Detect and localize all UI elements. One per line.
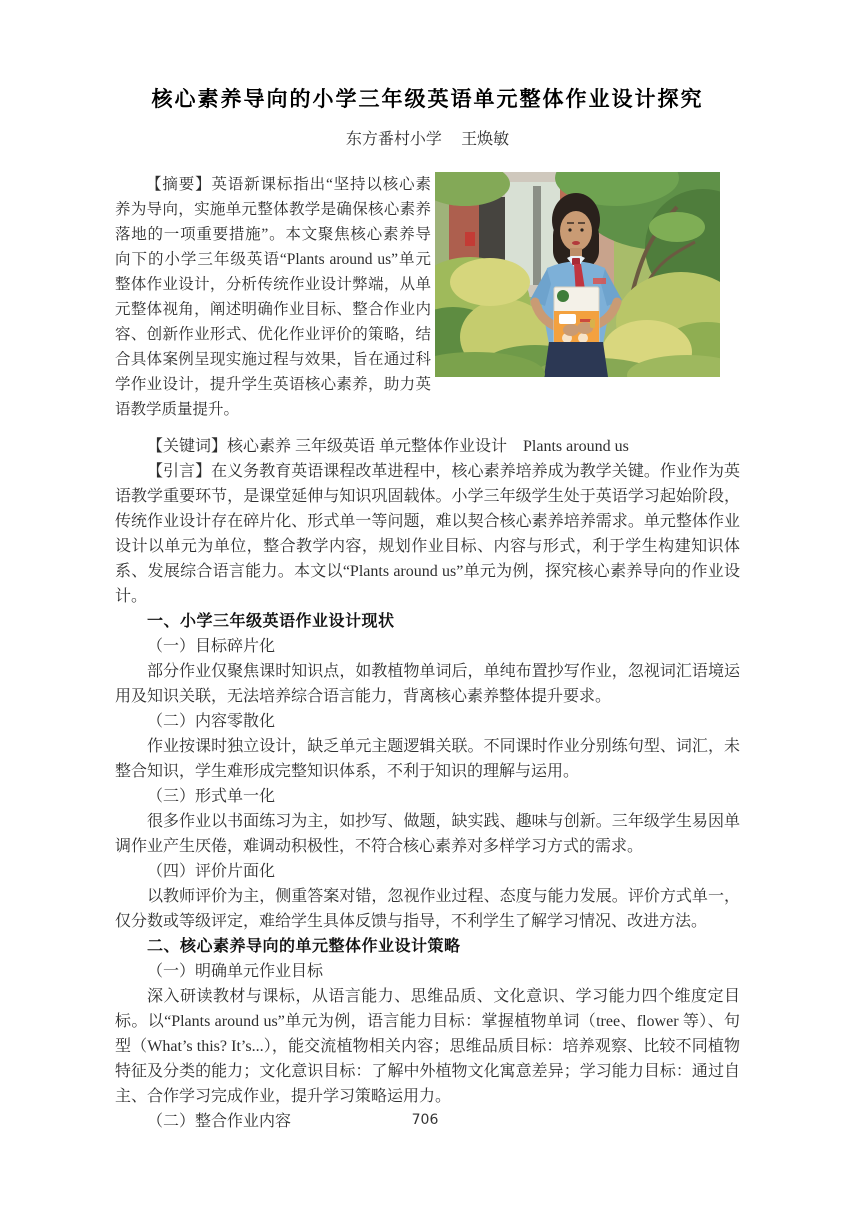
keywords-line	[115, 434, 740, 459]
section-1-sub-4-heading: （四）评价片面化	[147, 863, 276, 880]
document-content	[115, 84, 740, 1134]
abstract-paragraph	[115, 172, 431, 422]
section-1-sub-1-paragraph: 部分作业仅聚焦课时知识点，如教植物单词后，单纯布置抄写作业，忽视词汇语境运用及知识关联，无法培养综合语言能力，背离核心素养整体提升要求。	[115, 663, 740, 705]
introduction-label: 【引言】	[147, 463, 212, 480]
abstract-label: 【摘要】	[146, 176, 212, 193]
section-2-sub-1-paragraph: 深入研读教材与课标，从语言能力、思维品质、文化意识、学习能力四个维度定目标。以“Plants around us”单元为例，语言能力目标：掌握植物单词（tree、flower 等）、句型（What’s this? It’s...），能交流植物相关内容；思维品质目标：培养观察、比较不同植物特征及分类的能力；文化意识目标：了解中外植物文化寓意差异；学习能力目标：通过自主、合作学习完成作业，提升学习策略运用力。	[115, 988, 740, 1105]
section-1-sub-1-heading: （一）目标碎片化	[147, 638, 276, 655]
section-1-sub-3-heading: （三）形式单一化	[147, 788, 276, 805]
section-1-sub-2-heading: （二）内容零散化	[147, 713, 276, 730]
keywords-text: 核心素养 三年级英语 单元整体作业设计 Plants around us	[227, 438, 629, 455]
author-affiliation: 东方番村小学	[345, 131, 442, 148]
author-line	[115, 128, 740, 152]
introduction-text: 在义务教育英语课程改革进程中，核心素养培养成为教学关键。作业作为英语教学重要环节，是课堂延伸与知识巩固载体。小学三年级学生处于英语学习起始阶段，传统作业设计存在碎片化、形式单一等问题，难以契合核心素养培养需求。单元整体作业设计以单元为单位，整合教学内容，规划作业目标、内容与形式，利于学生构建知识体系、发展综合语言能力。本文以“Plants around us”单元为例，探究核心素养导向的作业设计。	[115, 463, 740, 605]
abstract-text: 英语新课标指出“坚持以核心素养为导向，实施单元整体教学是确保核心素养落地的一项重要措施”。本文聚焦核心素养导向下的小学三年级英语“Plants around us”单元整体作业设计，分析传统作业设计弊端，从单元整体视角，阐述明确作业目标、整合作业内容、创新作业形式、优化作业评价的策略，结合具体案例呈现实施过程与效果，旨在通过科学作业设计，提升学生英语核心素养，助力英语教学质量提升。	[115, 176, 431, 418]
section-2-sub-1-heading: （一）明确单元作业目标	[147, 963, 324, 980]
section-1-heading: 一、小学三年级英语作业设计现状	[147, 613, 395, 630]
abstract-column	[115, 172, 431, 422]
paper-title: 核心素养导向的小学三年级英语单元整体作业设计探究	[151, 87, 704, 111]
section-1-sub-4-paragraph: 以教师评价为主，侧重答案对错，忽视作业过程、态度与能力发展。评价方式单一，仅分数或等级评定，难给学生具体反馈与指导，不利学生了解学习情况、改进方法。	[115, 888, 740, 930]
teacher-photo	[435, 172, 720, 377]
section-1-sub-3-paragraph: 很多作业以书面练习为主，如抄写、做题，缺实践、趣味与创新。三年级学生易因单调作业产生厌倦，难调动积极性，不符合核心素养对多样学习方式的需求。	[115, 813, 740, 855]
introduction-paragraph	[115, 459, 740, 609]
abstract-section	[115, 172, 740, 422]
page-number: 706	[411, 1112, 439, 1128]
section-1-sub-2-paragraph: 作业按课时独立设计，缺乏单元主题逻辑关联。不同课时作业分别练句型、词汇，未整合知识，学生难形成完整知识体系，不利于知识的理解与运用。	[115, 738, 740, 780]
keywords-label: 【关键词】	[147, 438, 228, 455]
section-2-heading: 二、核心素养导向的单元整体作业设计策略	[147, 938, 461, 955]
author-name: 王焕敏	[461, 131, 510, 148]
teacher-photo-illustration	[435, 172, 720, 377]
section-2-sub-2-heading: （二）整合作业内容	[147, 1113, 292, 1130]
photo-textbook	[554, 287, 599, 347]
